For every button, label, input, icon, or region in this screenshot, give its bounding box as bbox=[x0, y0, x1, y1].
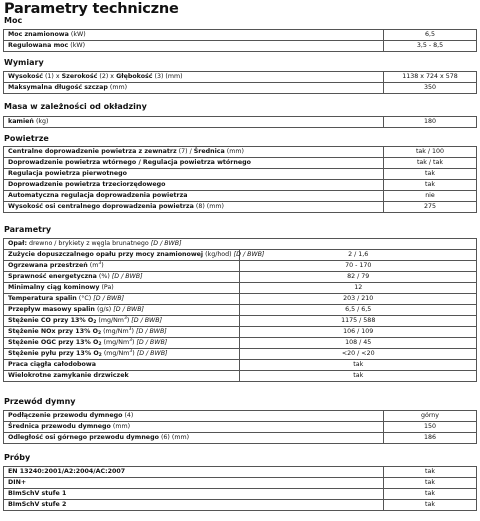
row-label: Temperatura spalin (°C) [D / BWB] bbox=[4, 294, 240, 305]
row-label: Maksymalna długość szczap (mm) bbox=[4, 83, 384, 94]
table-row bbox=[4, 158, 477, 169]
row-label: Wysokość osi centralnego doprowadzenia powietrza (8) (mm) bbox=[4, 202, 384, 213]
section-title-parametry: Parametry bbox=[4, 225, 52, 234]
row-label: Stężenie OGC przy 13% $O_2$ (mg/Nm$^3$) [D / BWB] bbox=[4, 338, 240, 349]
row-label: kamień (kg) bbox=[4, 117, 384, 128]
row-value: tak / tak bbox=[384, 158, 477, 169]
table-row bbox=[4, 169, 477, 180]
row-label: Wysokość (1) x Szerokość (2) x Głębokość (3) (mm) bbox=[4, 72, 384, 83]
table-przewod bbox=[3, 410, 477, 444]
row-value: tak bbox=[384, 169, 477, 180]
row-label: Automatyczna regulacja doprowadzenia powietrza bbox=[4, 191, 384, 202]
table-row bbox=[4, 305, 477, 316]
row-label: Stężenie CO przy 13% $O_2$ (mg/Nm$^3$) [D / BWB] bbox=[4, 316, 240, 327]
row-value: 108 / 45 bbox=[240, 338, 477, 349]
row-label: Moc znamionowa (kW) bbox=[4, 30, 384, 41]
row-label: BImSchV stufe 2 bbox=[4, 500, 384, 511]
table-row bbox=[4, 72, 477, 83]
table-row bbox=[4, 489, 477, 500]
row-value: tak bbox=[240, 360, 477, 371]
row-value: 106 / 109 bbox=[240, 327, 477, 338]
table-parametry bbox=[3, 238, 477, 382]
row-value: 1175 / 588 bbox=[240, 316, 477, 327]
row-label: Przepływ masowy spalin (g/s) [D / BWB] bbox=[4, 305, 240, 316]
table-row bbox=[4, 349, 477, 360]
row-label: Centralne doprowadzenie powietrza z zewnatrz (7) / Średnica (mm) bbox=[4, 147, 384, 158]
row-value: górny bbox=[384, 411, 477, 422]
row-label: Sprawność energetyczna (%) [D / BWB] bbox=[4, 272, 240, 283]
table-row bbox=[4, 180, 477, 191]
row-label: Zużycie dopuszczalnego opału przy mocy znamionowej (kg/hod) [D / BWB] bbox=[4, 250, 240, 261]
table-proby bbox=[3, 466, 477, 511]
table-row bbox=[4, 316, 477, 327]
row-label: Ogrzewana przestrzeń $(m^3)$ bbox=[4, 261, 240, 272]
table-row bbox=[4, 327, 477, 338]
section-title-proby: Próby bbox=[4, 453, 31, 462]
table-row bbox=[4, 338, 477, 349]
row-value: tak bbox=[240, 371, 477, 382]
row-value: tak bbox=[384, 489, 477, 500]
table-row bbox=[4, 239, 477, 250]
row-label: Regulacja powietrza pierwotnego bbox=[4, 169, 384, 180]
table-masa bbox=[3, 116, 477, 128]
table-row bbox=[4, 30, 477, 41]
table-row bbox=[4, 283, 477, 294]
table-powietrze bbox=[3, 146, 477, 213]
row-label: Wielokrotne zamykanie drzwiczek bbox=[4, 371, 240, 382]
table-row bbox=[4, 117, 477, 128]
table-row bbox=[4, 467, 477, 478]
row-value: 1138 x 724 x 578 bbox=[384, 72, 477, 83]
row-value: tak bbox=[384, 180, 477, 191]
row-label: EN 13240:2001/A2:2004/AC:2007 bbox=[4, 467, 384, 478]
table-row bbox=[4, 478, 477, 489]
row-value: tak bbox=[384, 478, 477, 489]
row-label: Doprowadzenie powietrza trzeciorzędowego bbox=[4, 180, 384, 191]
section-title-moc: Moc bbox=[4, 16, 23, 25]
section-title-wymiary: Wymiary bbox=[4, 58, 44, 67]
row-value: 82 / 79 bbox=[240, 272, 477, 283]
row-value: <20 / <20 bbox=[240, 349, 477, 360]
row-label: Podłączenie przewodu dymnego (4) bbox=[4, 411, 384, 422]
row-value: 150 bbox=[384, 422, 477, 433]
table-row bbox=[4, 500, 477, 511]
table-row bbox=[4, 433, 477, 444]
table-moc bbox=[3, 29, 477, 52]
row-label: Stężenie NOx przy 13% $O_2$ (mg/Nm$^3$) [D / BWB] bbox=[4, 327, 240, 338]
section-title-masa: Masa w zależności od okładziny bbox=[4, 102, 147, 111]
row-label: Odległość osi górnego przewodu dymnego (6) (mm) bbox=[4, 433, 384, 444]
row-value: tak bbox=[384, 500, 477, 511]
table-row bbox=[4, 360, 477, 371]
row-label: BImSchV stufe 1 bbox=[4, 489, 384, 500]
page-title: Parametry techniczne bbox=[4, 1, 179, 17]
table-row bbox=[4, 83, 477, 94]
row-value: 3,5 - 8,5 bbox=[384, 41, 477, 52]
row-label: Stężenie pyłu przy 13% $O_2$ (mg/Nm$^3$) [D / BWB] bbox=[4, 349, 240, 360]
row-label: Opał: drewno / brykiety z węgla brunatnego [D / BWB] bbox=[4, 239, 477, 250]
row-value: 6,5 bbox=[384, 30, 477, 41]
table-row bbox=[4, 147, 477, 158]
row-label: DIN+ bbox=[4, 478, 384, 489]
table-row bbox=[4, 422, 477, 433]
row-value: nie bbox=[384, 191, 477, 202]
table-row bbox=[4, 371, 477, 382]
row-value: 6,5 / 6,5 bbox=[240, 305, 477, 316]
row-value: 180 bbox=[384, 117, 477, 128]
table-wymiary bbox=[3, 71, 477, 94]
table-row bbox=[4, 191, 477, 202]
table-row bbox=[4, 294, 477, 305]
row-label: Regulowana moc (kW) bbox=[4, 41, 384, 52]
row-value: 2 / 1,6 bbox=[240, 250, 477, 261]
row-label: Minimalny ciąg kominowy (Pa) bbox=[4, 283, 240, 294]
section-title-powietrze: Powietrze bbox=[4, 134, 49, 143]
row-value: 186 bbox=[384, 433, 477, 444]
row-label: Praca ciągła całodobowa bbox=[4, 360, 240, 371]
row-value: tak / 100 bbox=[384, 147, 477, 158]
row-value: 70 - 170 bbox=[240, 261, 477, 272]
row-value: 350 bbox=[384, 83, 477, 94]
row-value: tak bbox=[384, 467, 477, 478]
table-row bbox=[4, 202, 477, 213]
row-value: 12 bbox=[240, 283, 477, 294]
table-row bbox=[4, 41, 477, 52]
table-row bbox=[4, 272, 477, 283]
table-row bbox=[4, 250, 477, 261]
table-row bbox=[4, 261, 477, 272]
row-value: 203 / 210 bbox=[240, 294, 477, 305]
row-value: 275 bbox=[384, 202, 477, 213]
row-label: Doprowadzenie powietrza wtórnego / Regulacja powietrza wtórnego bbox=[4, 158, 384, 169]
section-title-przewod: Przewód dymny bbox=[4, 397, 76, 406]
row-label: Średnica przewodu dymnego (mm) bbox=[4, 422, 384, 433]
table-row bbox=[4, 411, 477, 422]
